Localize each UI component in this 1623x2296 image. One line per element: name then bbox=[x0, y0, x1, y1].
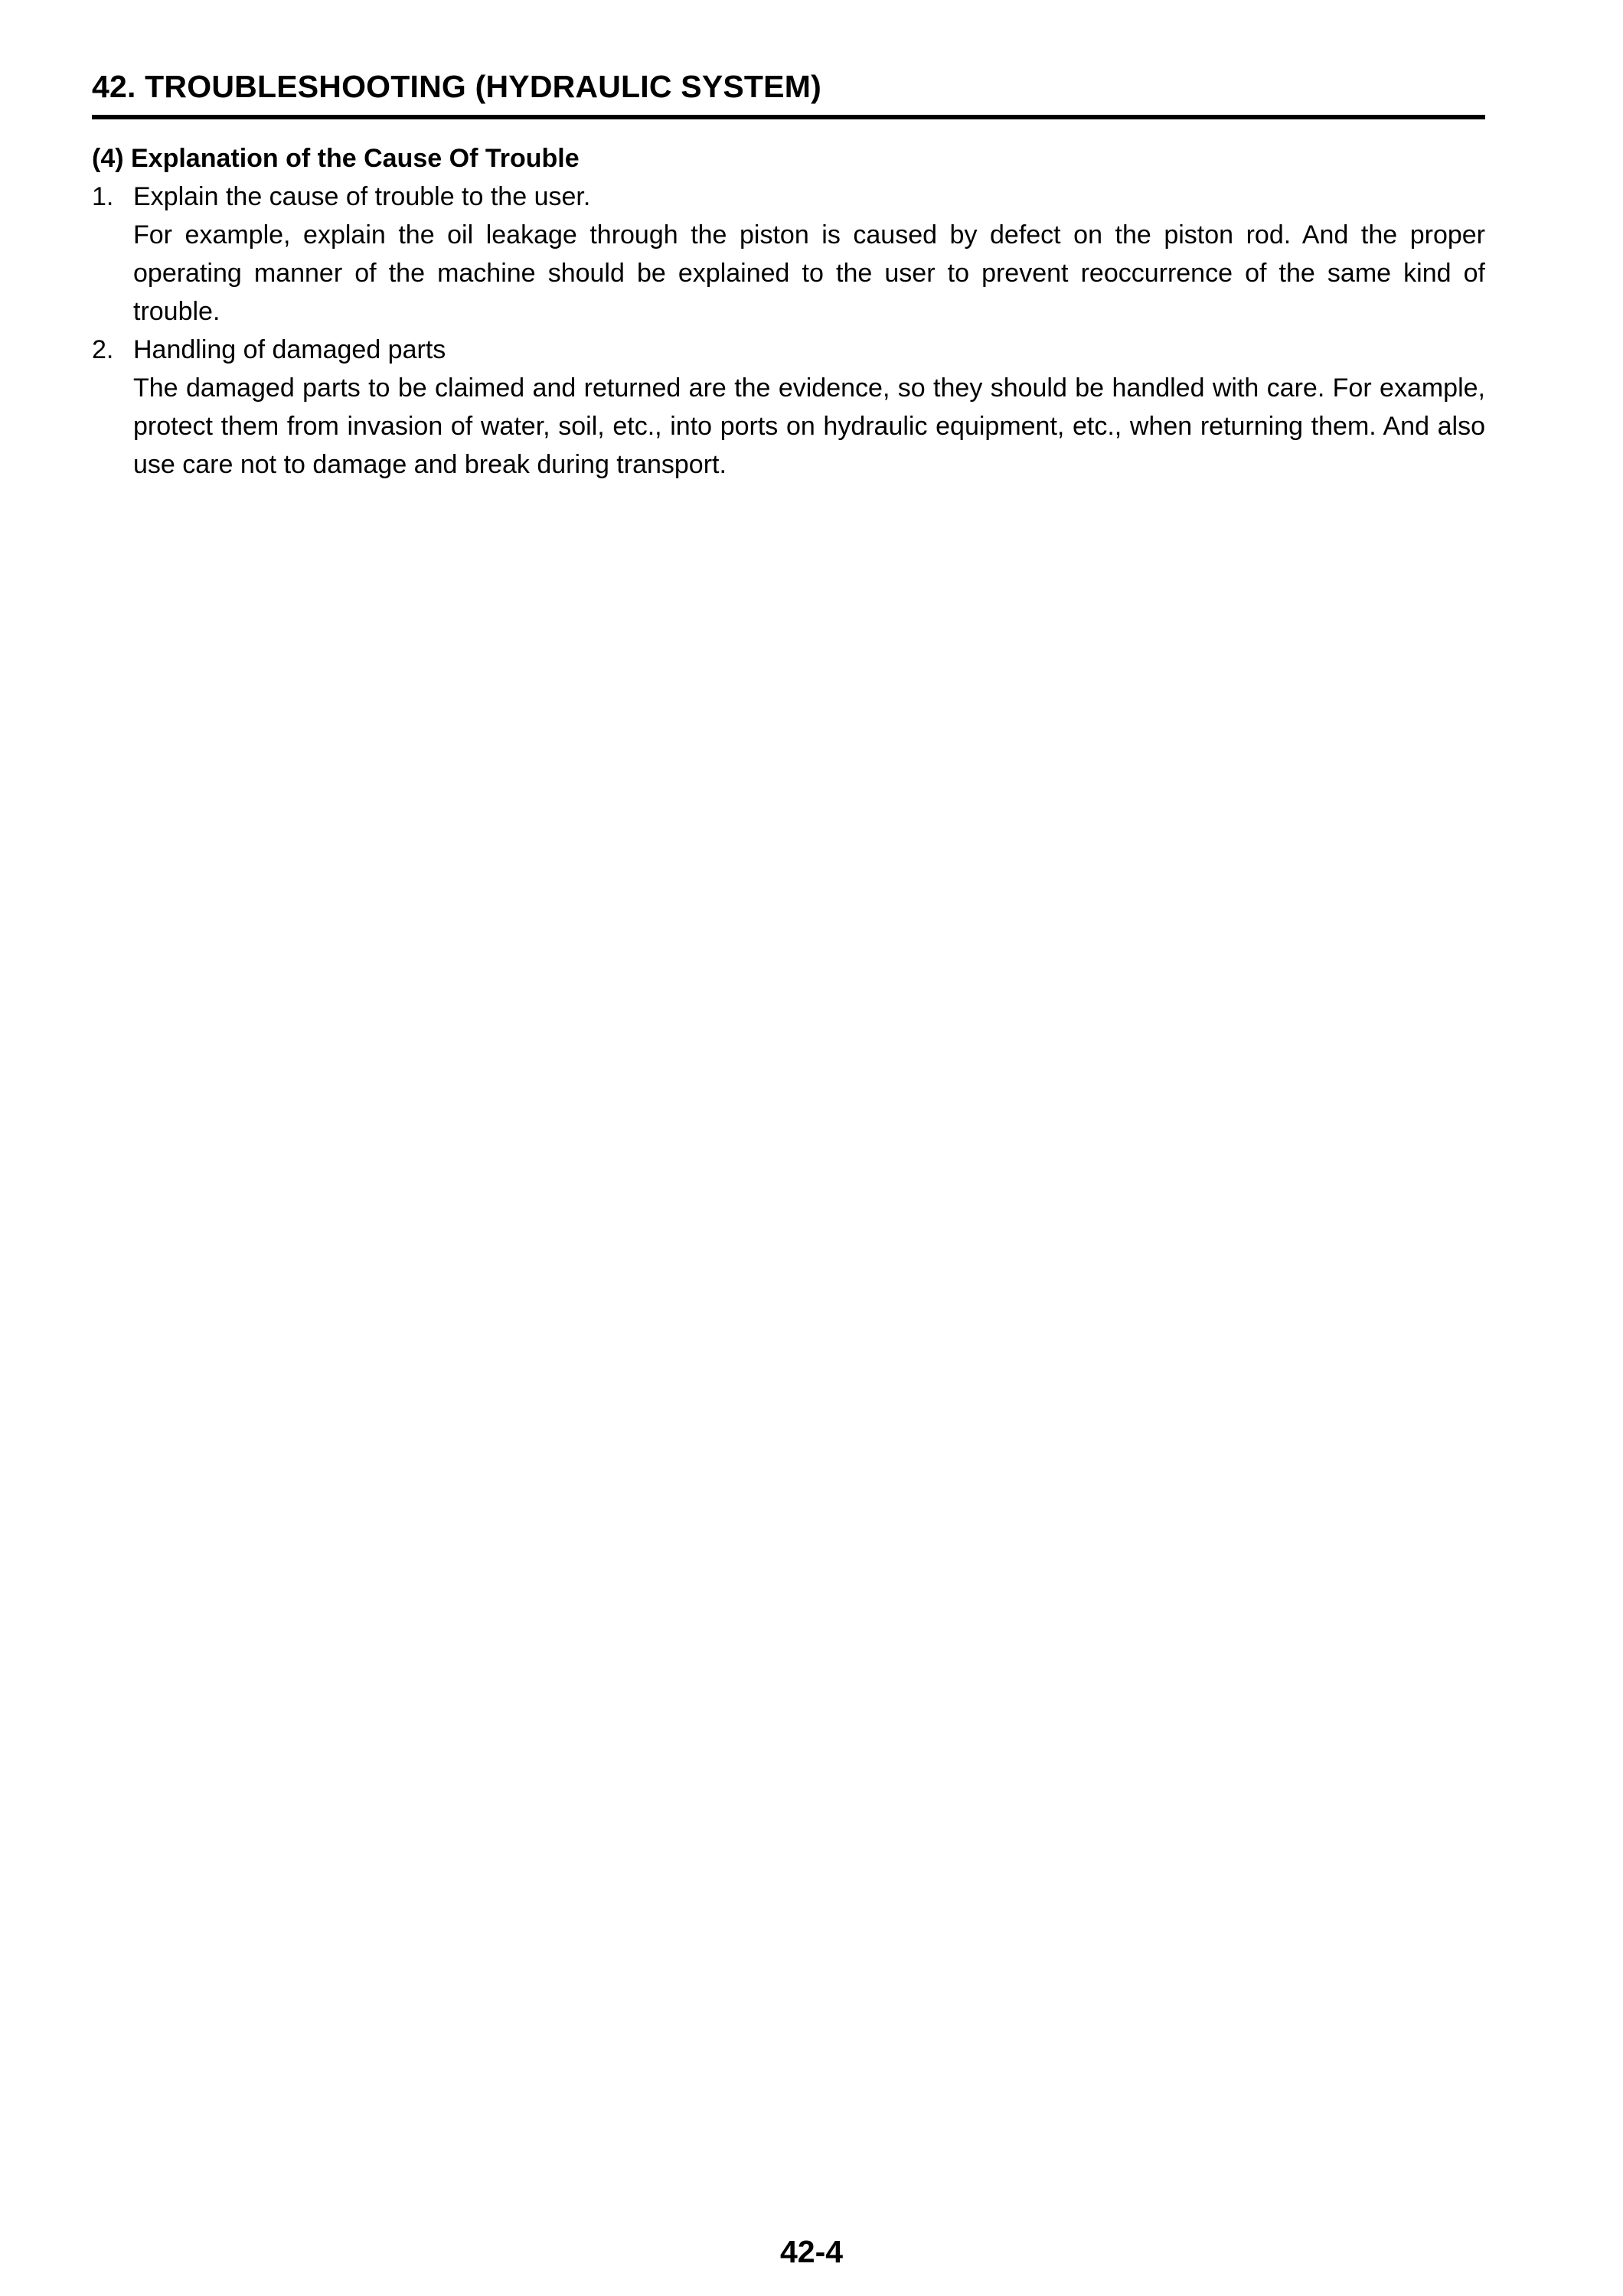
list-item-body: The damaged parts to be claimed and returned are the evidence, so they should be handled with care. For example, protect them from invasion of water, soil, etc., into ports on hydraulic equipment, etc., when returning them. And also use care not to damage and break during transport. bbox=[133, 373, 1485, 479]
list-item-title: Explain the cause of trouble to the user. bbox=[133, 182, 591, 211]
list-item bbox=[92, 178, 1485, 331]
list-item-body: For example, explain the oil leakage through the piston is caused by defect on the piston rod. And the proper operating manner of the machine should be explained to the user to prevent reoccurrence of the same kind of trouble. bbox=[133, 220, 1485, 326]
page-title: 42. TROUBLESHOOTING (HYDRAULIC SYSTEM) bbox=[92, 69, 821, 104]
list-item-number: 2. bbox=[92, 335, 114, 364]
list-item-title: Handling of damaged parts bbox=[133, 335, 446, 364]
page-header bbox=[92, 64, 1485, 119]
document-body bbox=[92, 139, 1485, 484]
section-heading: (4) Explanation of the Cause Of Trouble bbox=[92, 144, 580, 173]
list-item bbox=[92, 331, 1485, 484]
page-number: 42-4 bbox=[779, 2234, 844, 2269]
list-item-number: 1. bbox=[92, 182, 114, 211]
